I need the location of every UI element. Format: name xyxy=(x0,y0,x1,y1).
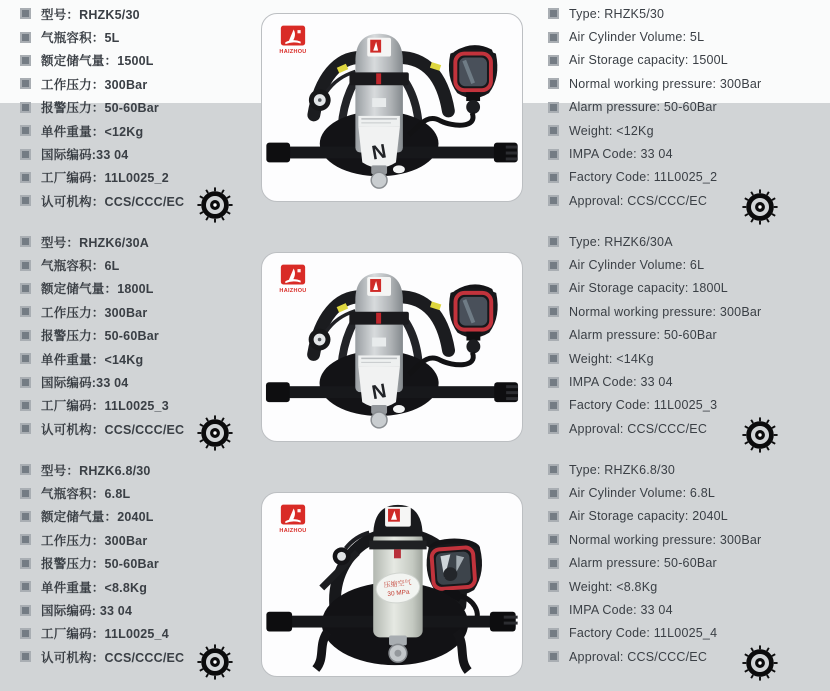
spec-text: 工厂编码：11L0025_4 xyxy=(41,627,169,642)
spec-text: 报警压力：50-60Bar xyxy=(41,557,159,572)
brand-logo-text: HAIZHOU xyxy=(279,528,307,534)
spec-text: Factory Code: 11L0025_3 xyxy=(569,398,718,413)
spec-row xyxy=(20,505,260,528)
spec-row xyxy=(20,96,260,119)
bullet-square-icon xyxy=(548,353,559,364)
bullet-square-icon xyxy=(548,32,559,43)
spec-text: Approval: CCS/CCC/EC xyxy=(569,421,708,436)
spec-row xyxy=(548,458,830,481)
spec-row xyxy=(20,119,260,142)
bullet-square-icon xyxy=(20,195,31,206)
cylinder-mark: N xyxy=(370,140,389,165)
spec-row xyxy=(548,528,830,551)
spec-row xyxy=(20,2,260,25)
bullet-square-icon xyxy=(20,377,31,388)
spec-row xyxy=(548,2,830,25)
bullet-square-icon xyxy=(548,423,559,434)
spec-row xyxy=(548,575,830,598)
spec-row xyxy=(20,72,260,95)
spec-text: IMPA Code: 33 04 xyxy=(569,375,673,390)
bullet-square-icon xyxy=(548,125,559,136)
spec-text: 工作压力：300Bar xyxy=(41,533,148,548)
spec-block-en-rhzk6-8-30 xyxy=(548,458,830,669)
bullet-square-icon xyxy=(548,55,559,66)
spec-text: 报警压力：50-60Bar xyxy=(41,101,159,116)
spec-text: Weight: <8.8Kg xyxy=(569,579,658,594)
spec-text: Alarm pressure: 50-60Bar xyxy=(569,100,717,115)
bullet-square-icon xyxy=(548,236,559,247)
spec-row xyxy=(20,324,260,347)
spec-row xyxy=(548,96,830,119)
cylinder-label-line2: 30 MPa xyxy=(387,588,410,598)
bullet-square-icon xyxy=(548,400,559,411)
bullet-square-icon xyxy=(548,149,559,160)
bullet-square-icon xyxy=(548,306,559,317)
spec-row xyxy=(20,598,260,621)
bullet-square-icon xyxy=(548,488,559,499)
bullet-square-icon xyxy=(548,78,559,89)
bullet-square-icon xyxy=(548,260,559,271)
spec-text: IMPA Code: 33 04 xyxy=(569,147,673,162)
bullet-square-icon xyxy=(548,377,559,388)
spec-text: 工作压力：300Bar xyxy=(41,77,148,92)
spec-text: Air Cylinder Volume: 5L xyxy=(569,30,705,45)
spec-text: Air Storage capacity: 1800L xyxy=(569,281,728,296)
spec-row xyxy=(548,370,830,393)
spec-text: Air Storage capacity: 2040L xyxy=(569,509,728,524)
brand-logo-text: HAIZHOU xyxy=(279,49,307,55)
spec-row xyxy=(20,458,260,481)
product-card-rhzk5-30 xyxy=(261,13,523,202)
ship-wheel-icon xyxy=(196,414,234,452)
product-card-rhzk6-30a xyxy=(261,252,523,442)
cylinder-label-line1: 压缩空气 xyxy=(383,579,412,590)
spec-text: Approval: CCS/CCC/EC xyxy=(569,193,708,208)
bullet-square-icon xyxy=(20,55,31,66)
brand-logo-icon xyxy=(280,25,306,48)
spec-text: 工作压力：300Bar xyxy=(41,305,148,320)
spec-text: 型号：RHZK6/30A xyxy=(41,235,149,250)
spec-row xyxy=(548,166,830,189)
spec-row xyxy=(20,25,260,48)
spec-text: Air Storage capacity: 1500L xyxy=(569,53,728,68)
brand-logo xyxy=(276,264,310,294)
brand-logo-icon xyxy=(280,504,306,527)
spec-row xyxy=(20,230,260,253)
spec-row xyxy=(20,481,260,504)
bullet-square-icon xyxy=(20,78,31,89)
product-card-rhzk6-8-30 xyxy=(261,492,523,677)
spec-text: Factory Code: 11L0025_2 xyxy=(569,170,718,185)
ship-wheel-icon xyxy=(741,188,779,226)
spec-text: Weight: <14Kg xyxy=(569,351,654,366)
spec-block-en-rhzk6-30a xyxy=(548,230,830,441)
spec-block-cn-rhzk6-30a xyxy=(20,230,260,441)
spec-row xyxy=(20,347,260,370)
spec-row xyxy=(548,481,830,504)
spec-row xyxy=(548,645,830,668)
bullet-square-icon xyxy=(20,605,31,616)
bullet-square-icon xyxy=(20,32,31,43)
spec-text: 工厂编码：11L0025_2 xyxy=(41,171,169,186)
bullet-square-icon xyxy=(20,283,31,294)
spec-row xyxy=(548,253,830,276)
spec-row xyxy=(548,324,830,347)
spec-row xyxy=(20,253,260,276)
spec-text: Alarm pressure: 50-60Bar xyxy=(569,328,717,343)
bullet-square-icon xyxy=(20,149,31,160)
ship-wheel-icon xyxy=(741,416,779,454)
spec-text: Type: RHZK6.8/30 xyxy=(569,462,676,477)
spec-text: 国际编码:33 04 xyxy=(41,376,129,391)
bullet-square-icon xyxy=(20,102,31,113)
bullet-square-icon xyxy=(548,534,559,545)
bullet-square-icon xyxy=(548,102,559,113)
spec-row xyxy=(20,622,260,645)
spec-row xyxy=(20,142,260,165)
spec-text: 额定储气量：2040L xyxy=(41,510,154,525)
brand-logo xyxy=(276,504,310,534)
bullet-square-icon xyxy=(20,534,31,545)
spec-row xyxy=(548,417,830,440)
ship-wheel-icon xyxy=(741,644,779,682)
spec-text: 认可机构：CCS/CCC/EC xyxy=(41,422,185,437)
bullet-square-icon xyxy=(548,581,559,592)
bullet-square-icon xyxy=(548,464,559,475)
spec-row xyxy=(548,505,830,528)
bullet-square-icon xyxy=(20,172,31,183)
spec-text: Type: RHZK5/30 xyxy=(569,6,665,21)
spec-row xyxy=(548,622,830,645)
spec-row xyxy=(20,552,260,575)
spec-text: 额定储气量：1500L xyxy=(41,54,154,69)
spec-text: Factory Code: 11L0025_4 xyxy=(569,626,718,641)
spec-text: Air Cylinder Volume: 6L xyxy=(569,258,705,273)
bullet-square-icon xyxy=(20,330,31,341)
spec-text: IMPA Code: 33 04 xyxy=(569,603,673,618)
cylinder-mark: N xyxy=(370,380,389,405)
spec-row xyxy=(548,394,830,417)
spec-text: Normal working pressure: 300Bar xyxy=(569,532,762,547)
spec-row xyxy=(20,277,260,300)
bullet-square-icon xyxy=(548,330,559,341)
spec-text: 单件重量：<14Kg xyxy=(41,352,144,367)
bullet-square-icon xyxy=(20,8,31,19)
spec-text: 认可机构：CCS/CCC/EC xyxy=(41,650,185,665)
spec-row xyxy=(20,300,260,323)
spec-row xyxy=(548,72,830,95)
spec-row xyxy=(548,189,830,212)
spec-text: Approval: CCS/CCC/EC xyxy=(569,649,708,664)
spec-text: 报警压力：50-60Bar xyxy=(41,329,159,344)
spec-text: 单件重量：<12Kg xyxy=(41,124,144,139)
spec-row xyxy=(20,575,260,598)
spec-block-cn-rhzk5-30 xyxy=(20,2,260,213)
spec-block-cn-rhzk6-8-30 xyxy=(20,458,260,669)
spec-row xyxy=(548,25,830,48)
spec-text: 国际编码: 33 04 xyxy=(41,604,133,619)
spec-text: 气瓶容积：6L xyxy=(41,259,120,274)
spec-text: 国际编码:33 04 xyxy=(41,148,129,163)
bullet-square-icon xyxy=(20,464,31,475)
brand-logo xyxy=(276,25,310,55)
bullet-square-icon xyxy=(548,172,559,183)
spec-text: Normal working pressure: 300Bar xyxy=(569,76,762,91)
spec-row xyxy=(548,277,830,300)
spec-row xyxy=(548,142,830,165)
bullet-square-icon xyxy=(548,558,559,569)
bullet-square-icon xyxy=(20,488,31,499)
bullet-square-icon xyxy=(20,125,31,136)
spec-text: Weight: <12Kg xyxy=(569,123,654,138)
spec-text: Normal working pressure: 300Bar xyxy=(569,304,762,319)
ship-wheel-icon xyxy=(196,643,234,681)
bullet-square-icon xyxy=(548,8,559,19)
spec-text: 额定储气量：1800L xyxy=(41,282,154,297)
spec-row xyxy=(20,49,260,72)
spec-text: Alarm pressure: 50-60Bar xyxy=(569,556,717,571)
bullet-square-icon xyxy=(20,651,31,662)
brand-logo-text: HAIZHOU xyxy=(279,288,307,294)
spec-text: 型号：RHZK5/30 xyxy=(41,7,140,22)
spec-row xyxy=(20,370,260,393)
bullet-square-icon xyxy=(548,628,559,639)
spec-text: 工厂编码：11L0025_3 xyxy=(41,399,169,414)
spec-text: 气瓶容积：5L xyxy=(41,31,120,46)
spec-row xyxy=(548,230,830,253)
bullet-square-icon xyxy=(20,400,31,411)
spec-block-en-rhzk5-30 xyxy=(548,2,830,213)
spec-text: Air Cylinder Volume: 6.8L xyxy=(569,486,716,501)
bullet-square-icon xyxy=(20,628,31,639)
spec-row xyxy=(20,528,260,551)
spec-text: Type: RHZK6/30A xyxy=(569,234,673,249)
brand-logo-icon xyxy=(280,264,306,287)
ship-wheel-icon xyxy=(196,186,234,224)
spec-text: 型号：RHZK6.8/30 xyxy=(41,463,151,478)
spec-text: 单件重量：<8.8Kg xyxy=(41,580,148,595)
bullet-square-icon xyxy=(20,353,31,364)
spec-text: 认可机构：CCS/CCC/EC xyxy=(41,194,185,209)
bullet-square-icon xyxy=(20,260,31,271)
bullet-square-icon xyxy=(20,423,31,434)
bullet-square-icon xyxy=(548,605,559,616)
bullet-square-icon xyxy=(548,283,559,294)
bullet-square-icon xyxy=(548,195,559,206)
bullet-square-icon xyxy=(548,511,559,522)
spec-row xyxy=(548,49,830,72)
bullet-square-icon xyxy=(548,651,559,662)
bullet-square-icon xyxy=(20,581,31,592)
spec-row xyxy=(548,552,830,575)
bullet-square-icon xyxy=(20,306,31,317)
bullet-square-icon xyxy=(20,511,31,522)
spec-row xyxy=(548,598,830,621)
spec-row xyxy=(548,119,830,142)
spec-row xyxy=(548,300,830,323)
bullet-square-icon xyxy=(20,236,31,247)
spec-text: 气瓶容积：6.8L xyxy=(41,487,131,502)
spec-row xyxy=(548,347,830,370)
bullet-square-icon xyxy=(20,558,31,569)
